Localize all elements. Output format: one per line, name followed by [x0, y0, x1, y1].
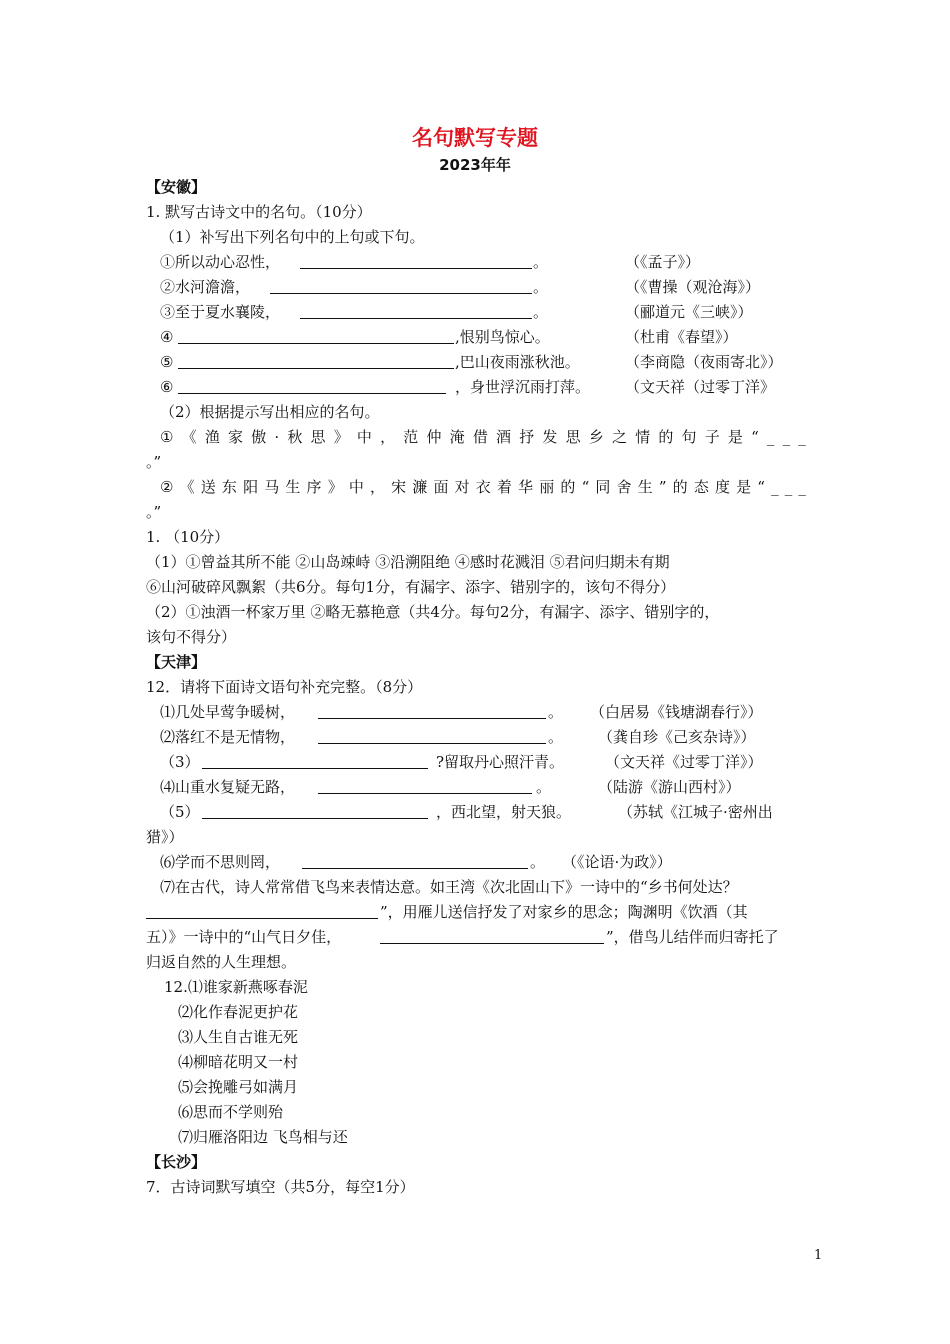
item-suffix: 。: [548, 728, 564, 746]
answer-line: 该句不得分）: [146, 628, 237, 646]
blank-line: [318, 718, 546, 719]
item-source: （《孟子》）: [625, 253, 701, 271]
question-heading: 1. 默写古诗文中的名句。（10分）: [146, 203, 372, 221]
item-prefix: ③至于夏水襄陵，: [160, 303, 281, 321]
page-title: 名句默写专题: [412, 126, 538, 150]
answer-line: 12.⑴谁家新燕啄春泥: [164, 978, 308, 996]
blank-line: [318, 793, 532, 794]
answer-line: ⑹思而不学则殆: [178, 1103, 284, 1121]
blank-line: [146, 918, 378, 919]
paragraph-line: 五）》一诗中的“山气日夕佳，: [146, 928, 342, 946]
blank-line: [300, 318, 532, 319]
section-heading-changsha: 【长沙】: [146, 1153, 207, 1171]
item-source-continued: 猎》）: [146, 828, 184, 846]
item-prefix: ②水河澹澹，: [160, 278, 251, 296]
sub-question-heading: （2）根据提示写出相应的名句。: [160, 403, 380, 421]
blank-line: [202, 818, 428, 819]
blank-line: [178, 368, 454, 369]
prompt-line: ① 《 渔 家 傲 · 秋 思 》 中 ， 范 仲 淹 借 酒 抒 发 思 乡 之 情 的 句 子 是 “ _ _ _: [160, 428, 806, 446]
question-heading: 12．请将下面诗文语句补充完整。（8分）: [146, 678, 423, 696]
item-prefix: ⑷山重水复疑无路，: [160, 778, 296, 796]
item-suffix: ，身世浮沉雨打萍。: [455, 378, 591, 396]
item-prefix: （3）: [160, 753, 200, 771]
item-source: （白居易《钱塘湖春行》）: [590, 703, 763, 721]
item-suffix: 。: [533, 303, 549, 321]
paragraph-line: ”，用雁儿送信抒发了对家乡的思念；陶渊明《饮酒（其: [380, 903, 748, 921]
item-source: （《论语·为政》）: [562, 853, 672, 871]
prompt-line: ② 《 送 东 阳 马 生 序 》 中 ， 宋 濂 面 对 衣 着 华 丽 的 “ 同 舍 生 ” 的 态 度 是 “ _ _ _: [160, 478, 806, 496]
item-source: （杜甫《春望》）: [625, 328, 738, 346]
answer-line: ⑵化作春泥更护花: [178, 1003, 299, 1021]
blank-line: [380, 943, 604, 944]
blank-line: [318, 743, 546, 744]
item-source: （李商隐（夜雨寄北》）: [625, 353, 783, 371]
item-suffix: 。: [533, 278, 549, 296]
blank-line: [202, 768, 428, 769]
sub-question-heading: （1）补写出下列名句中的上句或下句。: [160, 228, 425, 246]
question-heading: 7．古诗词默写填空（共5分，每空1分）: [146, 1178, 415, 1196]
blank-line: [270, 293, 532, 294]
section-heading-tianjin: 【天津】: [146, 653, 207, 671]
answer-line: ⑷柳暗花明又一村: [178, 1053, 299, 1071]
blank-line: [178, 343, 454, 344]
paragraph-line: 归返自然的人生理想。: [146, 953, 297, 971]
blank-line: [178, 393, 446, 394]
item-suffix: 。: [536, 778, 552, 796]
blank-line: [302, 868, 528, 869]
answer-line: ⑶人生自古谁无死: [178, 1028, 299, 1046]
answer-line: （1）①曾益其所不能 ②山岛竦峙 ③沿溯阻绝 ④感时花溅泪 ⑤君问归期未有期: [146, 553, 670, 571]
item-prefix: （5）: [160, 803, 200, 821]
item-prefix: ⑹学而不思则罔，: [160, 853, 281, 871]
item-source: （《曹操（观沧海》）: [625, 278, 761, 296]
prompt-line-end: 。”: [146, 453, 162, 471]
item-source: （文天祥《过零丁洋》）: [605, 753, 763, 771]
item-prefix: ①所以动心忍性，: [160, 253, 281, 271]
section-heading-anhui: 【安徽】: [146, 178, 207, 196]
item-source: （文天祥（过零丁洋》: [625, 378, 776, 396]
item-prefix: ⑥: [160, 378, 174, 396]
item-suffix: 。: [548, 703, 564, 721]
page-subtitle-year: 2023年年: [439, 156, 511, 174]
item-source: （龚自珍《己亥杂诗》）: [598, 728, 756, 746]
page-number: 1: [814, 1248, 823, 1263]
blank-line: [300, 268, 532, 269]
item-suffix: ?留取丹心照汗青。: [436, 753, 565, 771]
answer-heading: 1. （10分）: [146, 528, 230, 546]
item-prefix: ④: [160, 328, 174, 346]
item-suffix: ，西北望，射天狼。: [436, 803, 572, 821]
item-suffix: 。: [530, 853, 546, 871]
item-prefix: ⑤: [160, 353, 174, 371]
item-source: （陆游《游山西村》）: [598, 778, 741, 796]
paragraph-line: ⑺在古代，诗人常常借飞鸟来表情达意。如王湾《次北固山下》一诗中的“乡书何处达？: [160, 878, 738, 896]
answer-line: ⑺归雁洛阳边 飞鸟相与还: [178, 1128, 348, 1146]
item-suffix: ,巴山夜雨涨秋池。: [455, 353, 580, 371]
item-prefix: ⑴几处早莺争暖树，: [160, 703, 296, 721]
item-prefix: ⑵落红不是无情物，: [160, 728, 296, 746]
item-source: （苏轼《江城子·密州出: [618, 803, 773, 821]
answer-line: ⑸会挽雕弓如满月: [178, 1078, 299, 1096]
answer-line: （2）①浊酒一杯家万里 ②略无慕艳意（共4分。每句2分，有漏字、添字、错别字的，: [146, 603, 720, 621]
paragraph-line: ”，借鸟儿结伴而归寄托了: [606, 928, 779, 946]
answer-line: ⑥山河破碎风飘絮（共6分。每句1分，有漏字、添字、错别字的，该句不得分）: [146, 578, 676, 596]
item-suffix: 。: [533, 253, 549, 271]
prompt-line-end: 。”: [146, 503, 162, 521]
item-source: （郦道元《三峡》）: [625, 303, 753, 321]
item-suffix: ,恨别鸟惊心。: [455, 328, 550, 346]
